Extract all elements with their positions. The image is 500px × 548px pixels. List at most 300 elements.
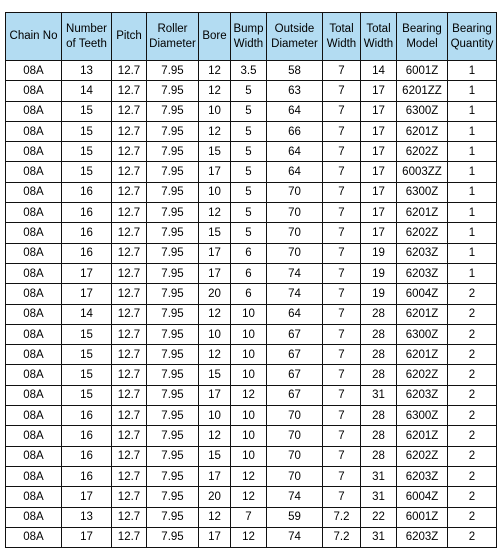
cell-total-width-2: 19	[361, 263, 397, 283]
table-row	[6, 101, 497, 121]
table-row	[6, 507, 497, 527]
cell-total-width-2: 31	[361, 527, 397, 547]
cell-bump-width: 5	[231, 142, 267, 162]
cell-bearing-quantity: 2	[448, 507, 497, 527]
cell-bump-width: 6	[231, 284, 267, 304]
cell-number-of-teeth: 16	[62, 182, 112, 202]
header-outside-diameter: Outside Diameter	[267, 13, 323, 61]
cell-chain-no: 08A	[6, 365, 62, 385]
cell-chain-no: 08A	[6, 182, 62, 202]
cell-bearing-model: 6201ZZ	[397, 81, 448, 101]
cell-pitch: 12.7	[112, 466, 147, 486]
cell-total-width-1: 7	[323, 446, 361, 466]
cell-total-width-2: 17	[361, 203, 397, 223]
table-row	[6, 142, 497, 162]
cell-pitch: 12.7	[112, 162, 147, 182]
cell-number-of-teeth: 17	[62, 527, 112, 547]
cell-bearing-model: 6201Z	[397, 426, 448, 446]
cell-bearing-quantity: 1	[448, 142, 497, 162]
cell-pitch: 12.7	[112, 223, 147, 243]
cell-bearing-model: 6201Z	[397, 304, 448, 324]
cell-bore: 12	[199, 121, 231, 141]
cell-bearing-model: 6203Z	[397, 385, 448, 405]
cell-roller-diameter: 7.95	[147, 284, 199, 304]
table-row	[6, 284, 497, 304]
cell-number-of-teeth: 16	[62, 406, 112, 426]
cell-total-width-2: 17	[361, 81, 397, 101]
cell-bump-width: 12	[231, 527, 267, 547]
cell-bump-width: 12	[231, 487, 267, 507]
cell-pitch: 12.7	[112, 487, 147, 507]
cell-outside-diameter: 64	[267, 142, 323, 162]
cell-pitch: 12.7	[112, 527, 147, 547]
table-row	[6, 223, 497, 243]
cell-roller-diameter: 7.95	[147, 385, 199, 405]
cell-bearing-model: 6201Z	[397, 203, 448, 223]
cell-pitch: 12.7	[112, 101, 147, 121]
cell-bore: 12	[199, 81, 231, 101]
table-row	[6, 446, 497, 466]
cell-number-of-teeth: 15	[62, 385, 112, 405]
header-bearing-model: Bearing Model	[397, 13, 448, 61]
cell-roller-diameter: 7.95	[147, 101, 199, 121]
table-header-row	[6, 13, 497, 61]
cell-chain-no: 08A	[6, 121, 62, 141]
cell-outside-diameter: 70	[267, 466, 323, 486]
cell-bore: 12	[199, 61, 231, 81]
cell-total-width-2: 31	[361, 385, 397, 405]
cell-total-width-1: 7	[323, 81, 361, 101]
cell-bearing-model: 6203Z	[397, 243, 448, 263]
table-row	[6, 243, 497, 263]
cell-bore: 15	[199, 223, 231, 243]
cell-bore: 17	[199, 162, 231, 182]
cell-total-width-1: 7	[323, 121, 361, 141]
cell-bearing-quantity: 2	[448, 487, 497, 507]
cell-total-width-1: 7	[323, 61, 361, 81]
cell-pitch: 12.7	[112, 507, 147, 527]
cell-total-width-2: 31	[361, 466, 397, 486]
cell-bearing-model: 6001Z	[397, 507, 448, 527]
cell-number-of-teeth: 16	[62, 426, 112, 446]
cell-number-of-teeth: 16	[62, 446, 112, 466]
cell-number-of-teeth: 17	[62, 263, 112, 283]
cell-chain-no: 08A	[6, 466, 62, 486]
cell-number-of-teeth: 16	[62, 466, 112, 486]
cell-total-width-2: 17	[361, 223, 397, 243]
cell-bump-width: 5	[231, 162, 267, 182]
cell-total-width-2: 19	[361, 243, 397, 263]
table-row	[6, 81, 497, 101]
table-row	[6, 487, 497, 507]
cell-outside-diameter: 74	[267, 527, 323, 547]
cell-number-of-teeth: 17	[62, 284, 112, 304]
cell-outside-diameter: 67	[267, 324, 323, 344]
cell-outside-diameter: 70	[267, 182, 323, 202]
cell-bearing-quantity: 2	[448, 304, 497, 324]
table-row	[6, 527, 497, 547]
cell-total-width-1: 7.2	[323, 507, 361, 527]
cell-total-width-1: 7	[323, 487, 361, 507]
header-total-width-2: Total Width	[361, 13, 397, 61]
cell-chain-no: 08A	[6, 203, 62, 223]
cell-pitch: 12.7	[112, 142, 147, 162]
cell-total-width-2: 22	[361, 507, 397, 527]
cell-bore: 10	[199, 406, 231, 426]
cell-roller-diameter: 7.95	[147, 81, 199, 101]
table-row	[6, 324, 497, 344]
cell-bore: 12	[199, 345, 231, 365]
cell-roller-diameter: 7.95	[147, 304, 199, 324]
cell-chain-no: 08A	[6, 142, 62, 162]
sprocket-spec-table	[5, 12, 497, 548]
cell-bump-width: 10	[231, 406, 267, 426]
cell-bore: 17	[199, 527, 231, 547]
cell-outside-diameter: 70	[267, 406, 323, 426]
cell-outside-diameter: 63	[267, 81, 323, 101]
cell-bump-width: 5	[231, 223, 267, 243]
cell-outside-diameter: 67	[267, 345, 323, 365]
cell-total-width-2: 28	[361, 406, 397, 426]
cell-roller-diameter: 7.95	[147, 142, 199, 162]
cell-total-width-1: 7	[323, 162, 361, 182]
cell-total-width-2: 17	[361, 162, 397, 182]
cell-roller-diameter: 7.95	[147, 203, 199, 223]
cell-bump-width: 10	[231, 345, 267, 365]
cell-outside-diameter: 70	[267, 243, 323, 263]
cell-roller-diameter: 7.95	[147, 121, 199, 141]
cell-chain-no: 08A	[6, 223, 62, 243]
cell-bore: 20	[199, 487, 231, 507]
cell-total-width-2: 28	[361, 426, 397, 446]
table-body	[6, 61, 497, 548]
cell-chain-no: 08A	[6, 162, 62, 182]
cell-chain-no: 08A	[6, 345, 62, 365]
cell-bearing-model: 6004Z	[397, 487, 448, 507]
cell-total-width-1: 7	[323, 263, 361, 283]
cell-outside-diameter: 74	[267, 263, 323, 283]
cell-total-width-1: 7	[323, 101, 361, 121]
table-row	[6, 304, 497, 324]
cell-chain-no: 08A	[6, 263, 62, 283]
cell-bearing-quantity: 2	[448, 406, 497, 426]
cell-bump-width: 12	[231, 385, 267, 405]
header-number-of-teeth: Number of Teeth	[62, 13, 112, 61]
cell-bore: 10	[199, 182, 231, 202]
cell-bore: 20	[199, 284, 231, 304]
cell-outside-diameter: 74	[267, 487, 323, 507]
cell-roller-diameter: 7.95	[147, 61, 199, 81]
cell-roller-diameter: 7.95	[147, 243, 199, 263]
cell-bump-width: 10	[231, 426, 267, 446]
cell-chain-no: 08A	[6, 101, 62, 121]
cell-total-width-1: 7	[323, 203, 361, 223]
cell-pitch: 12.7	[112, 121, 147, 141]
cell-bearing-quantity: 1	[448, 101, 497, 121]
cell-outside-diameter: 74	[267, 284, 323, 304]
cell-pitch: 12.7	[112, 345, 147, 365]
cell-bearing-quantity: 1	[448, 81, 497, 101]
cell-number-of-teeth: 15	[62, 121, 112, 141]
cell-bump-width: 12	[231, 466, 267, 486]
cell-roller-diameter: 7.95	[147, 466, 199, 486]
cell-bump-width: 3.5	[231, 61, 267, 81]
cell-total-width-2: 28	[361, 365, 397, 385]
cell-bore: 10	[199, 324, 231, 344]
cell-bump-width: 5	[231, 182, 267, 202]
cell-number-of-teeth: 15	[62, 101, 112, 121]
cell-bearing-quantity: 1	[448, 121, 497, 141]
cell-total-width-1: 7	[323, 426, 361, 446]
cell-chain-no: 08A	[6, 487, 62, 507]
cell-bump-width: 10	[231, 324, 267, 344]
cell-number-of-teeth: 16	[62, 243, 112, 263]
cell-outside-diameter: 70	[267, 426, 323, 446]
cell-roller-diameter: 7.95	[147, 345, 199, 365]
cell-bore: 15	[199, 365, 231, 385]
cell-roller-diameter: 7.95	[147, 324, 199, 344]
cell-number-of-teeth: 14	[62, 304, 112, 324]
cell-bump-width: 10	[231, 365, 267, 385]
cell-roller-diameter: 7.95	[147, 426, 199, 446]
cell-total-width-2: 28	[361, 345, 397, 365]
cell-pitch: 12.7	[112, 304, 147, 324]
cell-bump-width: 5	[231, 203, 267, 223]
table-row	[6, 61, 497, 81]
table-row	[6, 203, 497, 223]
cell-bearing-model: 6004Z	[397, 284, 448, 304]
cell-pitch: 12.7	[112, 406, 147, 426]
cell-total-width-1: 7	[323, 324, 361, 344]
header-bump-width: Bump Width	[231, 13, 267, 61]
cell-outside-diameter: 70	[267, 203, 323, 223]
cell-chain-no: 08A	[6, 324, 62, 344]
cell-bearing-quantity: 1	[448, 182, 497, 202]
header-chain-no: Chain No	[6, 13, 62, 61]
cell-bearing-quantity: 1	[448, 243, 497, 263]
cell-total-width-1: 7	[323, 365, 361, 385]
cell-bearing-quantity: 2	[448, 284, 497, 304]
cell-bearing-quantity: 2	[448, 446, 497, 466]
cell-roller-diameter: 7.95	[147, 263, 199, 283]
cell-bearing-quantity: 2	[448, 324, 497, 344]
table-row	[6, 162, 497, 182]
cell-bore: 17	[199, 263, 231, 283]
cell-bearing-model: 6001Z	[397, 61, 448, 81]
cell-bearing-model: 6203Z	[397, 263, 448, 283]
header-total-width-1: Total Width	[323, 13, 361, 61]
cell-bump-width: 5	[231, 81, 267, 101]
cell-bearing-quantity: 1	[448, 263, 497, 283]
cell-total-width-2: 17	[361, 182, 397, 202]
cell-bearing-quantity: 1	[448, 61, 497, 81]
cell-bore: 12	[199, 203, 231, 223]
cell-bump-width: 10	[231, 304, 267, 324]
cell-bearing-model: 6203Z	[397, 466, 448, 486]
cell-bearing-model: 6003ZZ	[397, 162, 448, 182]
cell-roller-diameter: 7.95	[147, 527, 199, 547]
cell-bore: 17	[199, 385, 231, 405]
cell-total-width-2: 28	[361, 304, 397, 324]
cell-number-of-teeth: 17	[62, 487, 112, 507]
cell-bore: 15	[199, 446, 231, 466]
cell-outside-diameter: 67	[267, 385, 323, 405]
cell-outside-diameter: 64	[267, 101, 323, 121]
cell-total-width-2: 14	[361, 61, 397, 81]
cell-pitch: 12.7	[112, 81, 147, 101]
cell-bearing-quantity: 2	[448, 345, 497, 365]
cell-pitch: 12.7	[112, 61, 147, 81]
cell-total-width-1: 7	[323, 243, 361, 263]
cell-total-width-1: 7	[323, 406, 361, 426]
cell-total-width-1: 7	[323, 284, 361, 304]
cell-bearing-quantity: 2	[448, 385, 497, 405]
table-row	[6, 263, 497, 283]
cell-chain-no: 08A	[6, 426, 62, 446]
cell-roller-diameter: 7.95	[147, 446, 199, 466]
cell-pitch: 12.7	[112, 243, 147, 263]
cell-bearing-quantity: 2	[448, 365, 497, 385]
cell-roller-diameter: 7.95	[147, 162, 199, 182]
cell-bearing-model: 6300Z	[397, 406, 448, 426]
cell-bearing-quantity: 2	[448, 527, 497, 547]
cell-total-width-1: 7	[323, 182, 361, 202]
cell-number-of-teeth: 14	[62, 81, 112, 101]
cell-bearing-model: 6300Z	[397, 101, 448, 121]
table-row	[6, 385, 497, 405]
cell-bore: 10	[199, 101, 231, 121]
cell-number-of-teeth: 16	[62, 223, 112, 243]
cell-number-of-teeth: 15	[62, 365, 112, 385]
header-pitch: Pitch	[112, 13, 147, 61]
cell-number-of-teeth: 13	[62, 61, 112, 81]
cell-outside-diameter: 70	[267, 223, 323, 243]
cell-bore: 12	[199, 304, 231, 324]
header-bearing-quantity: Bearing Quantity	[448, 13, 497, 61]
cell-total-width-1: 7	[323, 304, 361, 324]
cell-pitch: 12.7	[112, 203, 147, 223]
cell-bearing-quantity: 1	[448, 162, 497, 182]
cell-bore: 12	[199, 507, 231, 527]
cell-number-of-teeth: 16	[62, 203, 112, 223]
cell-total-width-2: 28	[361, 446, 397, 466]
cell-total-width-2: 17	[361, 142, 397, 162]
cell-pitch: 12.7	[112, 182, 147, 202]
cell-roller-diameter: 7.95	[147, 223, 199, 243]
cell-bore: 17	[199, 466, 231, 486]
cell-pitch: 12.7	[112, 446, 147, 466]
cell-total-width-2: 19	[361, 284, 397, 304]
cell-outside-diameter: 58	[267, 61, 323, 81]
cell-outside-diameter: 70	[267, 446, 323, 466]
cell-bearing-model: 6203Z	[397, 527, 448, 547]
cell-outside-diameter: 67	[267, 365, 323, 385]
cell-chain-no: 08A	[6, 507, 62, 527]
table-row	[6, 365, 497, 385]
header-bore: Bore	[199, 13, 231, 61]
table-row	[6, 406, 497, 426]
cell-bearing-model: 6300Z	[397, 324, 448, 344]
table-row	[6, 182, 497, 202]
cell-total-width-1: 7.2	[323, 527, 361, 547]
cell-number-of-teeth: 15	[62, 345, 112, 365]
cell-bearing-model: 6202Z	[397, 365, 448, 385]
cell-chain-no: 08A	[6, 81, 62, 101]
cell-total-width-2: 28	[361, 324, 397, 344]
cell-pitch: 12.7	[112, 324, 147, 344]
cell-roller-diameter: 7.95	[147, 365, 199, 385]
table-row	[6, 466, 497, 486]
cell-bump-width: 10	[231, 446, 267, 466]
cell-chain-no: 08A	[6, 406, 62, 426]
cell-bearing-model: 6202Z	[397, 142, 448, 162]
cell-total-width-1: 7	[323, 223, 361, 243]
cell-bore: 17	[199, 243, 231, 263]
cell-bearing-model: 6300Z	[397, 182, 448, 202]
cell-roller-diameter: 7.95	[147, 406, 199, 426]
cell-bore: 12	[199, 426, 231, 446]
cell-outside-diameter: 59	[267, 507, 323, 527]
table-row	[6, 426, 497, 446]
cell-total-width-1: 7	[323, 345, 361, 365]
cell-total-width-2: 17	[361, 101, 397, 121]
cell-chain-no: 08A	[6, 304, 62, 324]
cell-outside-diameter: 64	[267, 304, 323, 324]
cell-bearing-model: 6201Z	[397, 121, 448, 141]
cell-bearing-model: 6202Z	[397, 446, 448, 466]
cell-chain-no: 08A	[6, 446, 62, 466]
cell-number-of-teeth: 13	[62, 507, 112, 527]
cell-bearing-quantity: 2	[448, 426, 497, 446]
cell-number-of-teeth: 15	[62, 162, 112, 182]
cell-pitch: 12.7	[112, 365, 147, 385]
cell-outside-diameter: 66	[267, 121, 323, 141]
cell-number-of-teeth: 15	[62, 142, 112, 162]
table-row	[6, 345, 497, 365]
cell-total-width-2: 31	[361, 487, 397, 507]
table-row	[6, 121, 497, 141]
cell-pitch: 12.7	[112, 426, 147, 446]
cell-bump-width: 5	[231, 101, 267, 121]
cell-bump-width: 5	[231, 121, 267, 141]
cell-bore: 15	[199, 142, 231, 162]
cell-roller-diameter: 7.95	[147, 487, 199, 507]
cell-bearing-model: 6202Z	[397, 223, 448, 243]
cell-bearing-quantity: 1	[448, 203, 497, 223]
cell-bump-width: 7	[231, 507, 267, 527]
cell-bearing-quantity: 2	[448, 466, 497, 486]
cell-pitch: 12.7	[112, 284, 147, 304]
cell-bearing-quantity: 1	[448, 223, 497, 243]
cell-bump-width: 6	[231, 263, 267, 283]
cell-bump-width: 6	[231, 243, 267, 263]
cell-roller-diameter: 7.95	[147, 182, 199, 202]
cell-chain-no: 08A	[6, 284, 62, 304]
cell-pitch: 12.7	[112, 385, 147, 405]
cell-chain-no: 08A	[6, 385, 62, 405]
header-roller-diameter: Roller Diameter	[147, 13, 199, 61]
cell-chain-no: 08A	[6, 527, 62, 547]
cell-roller-diameter: 7.95	[147, 507, 199, 527]
cell-number-of-teeth: 15	[62, 324, 112, 344]
cell-bearing-model: 6201Z	[397, 345, 448, 365]
cell-total-width-2: 17	[361, 121, 397, 141]
cell-chain-no: 08A	[6, 243, 62, 263]
cell-pitch: 12.7	[112, 263, 147, 283]
cell-total-width-1: 7	[323, 385, 361, 405]
cell-chain-no: 08A	[6, 61, 62, 81]
cell-total-width-1: 7	[323, 466, 361, 486]
